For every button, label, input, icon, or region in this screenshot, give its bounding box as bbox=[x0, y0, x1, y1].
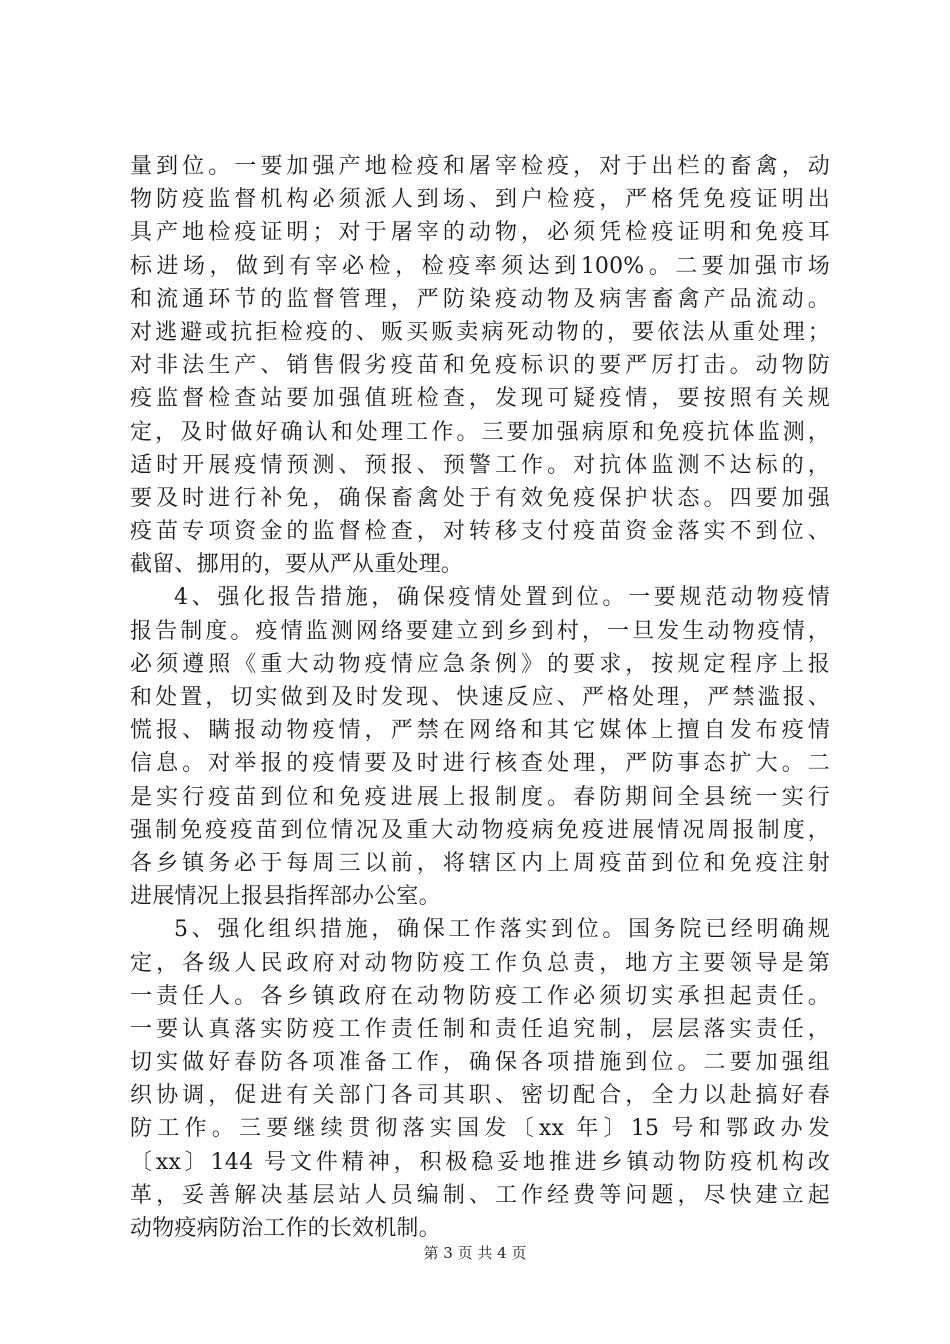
text-line: 具产地检疫证明；对于屠宰的动物，必须凭检疫证明和免疫耳 bbox=[130, 220, 830, 246]
text-line: 和流通环节的监督管理，严防染疫动物及病害畜禽产品流动。 bbox=[130, 286, 830, 312]
text-line: 量到位。一要加强产地检疫和屠宰检疫，对于出栏的畜禽，动 bbox=[130, 154, 830, 179]
text-line: 标进场，做到有宰必检，检疫率须达到100%。二要加强市场 bbox=[130, 253, 830, 279]
text-line: 要及时进行补免，确保畜禽处于有效免疫保护状态。四要加强 bbox=[130, 485, 830, 511]
text-line: 〔xx〕144 号文件精神，积极稳妥地推进乡镇动物防疫机构改 bbox=[130, 1149, 830, 1175]
text-line: 报告制度。疫情监测网络要建立到乡到村，一旦发生动物疫情， bbox=[130, 618, 830, 644]
text-line: 防工作。三要继续贯彻落实国发〔xx 年〕15 号和鄂政办发 bbox=[130, 1116, 830, 1142]
text-line: 进展情况上报县指挥部办公室。 bbox=[130, 884, 441, 910]
text-line: 适时开展疫情预测、预报、预警工作。对抗体监测不达标的， bbox=[130, 452, 830, 478]
text-line: 截留、挪用的，要从严从重处理。 bbox=[130, 552, 464, 578]
text-line: 对逃避或抗拒检疫的、贩买贩卖病死动物的，要依法从重处理； bbox=[130, 319, 830, 345]
text-line: 动物疫病防治工作的长效机制。 bbox=[130, 1216, 441, 1241]
text-line: 织协调，促进有关部门各司其职、密切配合，全力以赴搞好春 bbox=[130, 1083, 830, 1109]
text-line: 一要认真落实防疫工作责任制和责任追究制，层层落实责任， bbox=[130, 1016, 830, 1042]
text-line: 4、强化报告措施，确保疫情处置到位。一要规范动物疫情 bbox=[174, 585, 830, 611]
text-line: 和处置，切实做到及时发现、快速反应、严格处理，严禁滥报、 bbox=[130, 685, 830, 710]
body-text bbox=[130, 150, 830, 1245]
text-line: 对非法生产、销售假劣疫苗和免疫标识的要严厉打击。动物防 bbox=[130, 353, 830, 379]
text-line: 定，各级人民政府对动物防疫工作负总责，地方主要领导是第 bbox=[130, 950, 830, 976]
text-line: 物防疫监督机构必须派人到场、到户检疫，严格凭免疫证明出 bbox=[130, 187, 830, 213]
text-line: 是实行疫苗到位和免疫进展上报制度。春防期间全县统一实行 bbox=[130, 784, 830, 810]
text-line: 各乡镇务必于每周三以前，将辖区内上周疫苗到位和免疫注射 bbox=[130, 850, 830, 876]
text-line: 必须遵照《重大动物疫情应急条例》的要求，按规定程序上报 bbox=[130, 651, 830, 677]
text-line: 信息。对举报的疫情要及时进行核查处理，严防事态扩大。二 bbox=[130, 751, 830, 777]
text-line: 定，及时做好确认和处理工作。三要加强病原和免疫抗体监测， bbox=[130, 419, 830, 445]
text-line: 革，妥善解决基层站人员编制、工作经费等问题，尽快建立起 bbox=[130, 1182, 830, 1208]
text-line: 疫苗专项资金的监督检查，对转移支付疫苗资金落实不到位、 bbox=[130, 519, 830, 545]
page-footer: 第 3 页 共 4 页 bbox=[423, 1244, 527, 1262]
text-line: 切实做好春防各项准备工作，确保各项措施到位。二要加强组 bbox=[130, 1050, 830, 1076]
text-line: 一责任人。各乡镇政府在动物防疫工作必须切实承担起责任。 bbox=[130, 983, 830, 1009]
text-line: 慌报、瞒报动物疫情，严禁在网络和其它媒体上擅自发布疫情 bbox=[130, 718, 830, 744]
text-line: 强制免疫疫苗到位情况及重大动物疫病免疫进展情况周报制度， bbox=[130, 817, 830, 843]
text-line: 5、强化组织措施，确保工作落实到位。国务院已经明确规 bbox=[174, 917, 830, 943]
text-line: 疫监督检查站要加强值班检查，发现可疑疫情，要按照有关规 bbox=[130, 386, 830, 412]
